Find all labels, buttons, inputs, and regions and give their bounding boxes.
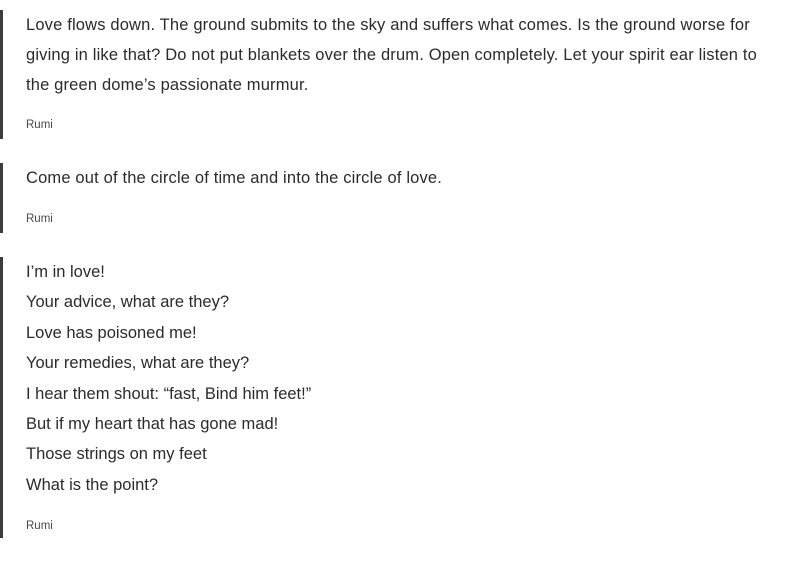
poem-line: Your remedies, what are they?: [26, 354, 250, 373]
poem-line: Love has poisoned me!: [26, 323, 197, 342]
blockquote-quote-1: [0, 10, 809, 139]
quote-poem-lines: [26, 257, 779, 500]
quote-attribution: Rumi: [26, 213, 53, 225]
quote-attribution: Rumi: [26, 119, 53, 131]
poem-line: I’m in love!: [26, 263, 105, 281]
poem-line: I hear them shout: “fast, Bind him feet!”: [26, 384, 312, 403]
blockquote-quote-3: [0, 257, 809, 538]
quote-text: Come out of the circle of time and into the circle of love.: [26, 169, 443, 187]
quote-text: Love flows down. The ground submits to the sky and suffers what comes. Is the ground worse for giving in like that? Do not put blankets over the drum. Open completely. Let your spirit ear listen to the green dome’s passionate murmur.: [26, 16, 757, 94]
poem-line: What is the point?: [26, 475, 159, 494]
blockquote-quote-2: [0, 163, 809, 233]
poem-line: But if my heart that has gone mad!: [26, 415, 279, 434]
poem-line: Those strings on my feet: [26, 445, 207, 464]
poem-line: Your advice, what are they?: [26, 293, 230, 312]
quote-attribution: Rumi: [26, 520, 53, 533]
